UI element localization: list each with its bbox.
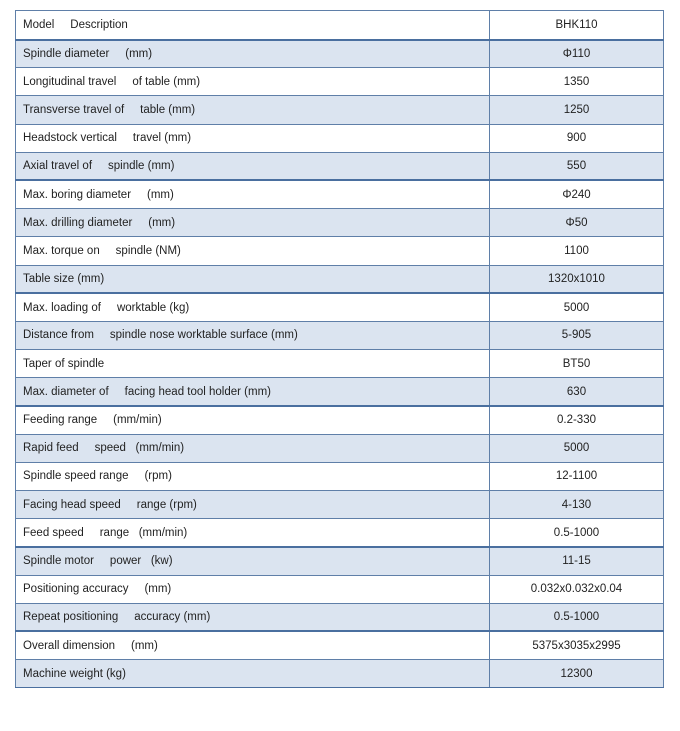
spec-label-cell: Distance from spindle nose worktable surface (mm): [16, 321, 490, 349]
table-row: [16, 152, 664, 180]
table-row: [16, 124, 664, 152]
spec-value-cell: 0.2-330: [490, 406, 664, 434]
spec-value-cell: 1350: [490, 68, 664, 96]
spec-label-cell: Positioning accuracy (mm): [16, 575, 490, 603]
table-row: [16, 96, 664, 124]
spec-label-cell: Overall dimension (mm): [16, 631, 490, 659]
spec-label-cell: Max. boring diameter (mm): [16, 180, 490, 208]
spec-value-cell: 1320x1010: [490, 265, 664, 293]
spec-label-cell: Feed speed range (mm/min): [16, 519, 490, 547]
spec-label-cell: Spindle speed range (rpm): [16, 462, 490, 490]
spec-label-cell: Taper of spindle: [16, 350, 490, 378]
spec-value-cell: 0.5-1000: [490, 603, 664, 631]
table-row: [16, 603, 664, 631]
spec-value-cell: BT50: [490, 350, 664, 378]
spec-label-cell: Max. torque on spindle (NM): [16, 237, 490, 265]
spec-label-cell: Rapid feed speed (mm/min): [16, 434, 490, 462]
spec-label-cell: Spindle motor power (kw): [16, 547, 490, 575]
table-row: [16, 321, 664, 349]
spec-value-cell: 5375x3035x2995: [490, 631, 664, 659]
header-model-cell: BHK110: [490, 11, 664, 40]
table-row: [16, 293, 664, 321]
table-row: [16, 237, 664, 265]
table-row: [16, 462, 664, 490]
table-row: [16, 631, 664, 659]
spec-value-cell: 550: [490, 152, 664, 180]
spec-label-cell: Max. drilling diameter (mm): [16, 209, 490, 237]
table-row: [16, 68, 664, 96]
spec-value-cell: 0.5-1000: [490, 519, 664, 547]
spec-label-cell: Table size (mm): [16, 265, 490, 293]
spec-label-cell: Machine weight (kg): [16, 660, 490, 688]
spec-label-cell: Longitudinal travel of table (mm): [16, 68, 490, 96]
table-row: [16, 209, 664, 237]
spec-value-cell: 0.032x0.032x0.04: [490, 575, 664, 603]
table-row: [16, 406, 664, 434]
spec-value-cell: 4-130: [490, 491, 664, 519]
spec-value-cell: 630: [490, 378, 664, 406]
spec-value-cell: 5000: [490, 434, 664, 462]
spec-label-cell: Feeding range (mm/min): [16, 406, 490, 434]
spec-label-cell: Repeat positioning accuracy (mm): [16, 603, 490, 631]
table-row: [16, 491, 664, 519]
table-row: [16, 378, 664, 406]
spec-value-cell: Φ50: [490, 209, 664, 237]
table-row: [16, 350, 664, 378]
spec-value-cell: 5000: [490, 293, 664, 321]
spec-value-cell: Φ240: [490, 180, 664, 208]
spec-value-cell: 5-905: [490, 321, 664, 349]
spec-label-cell: Max. diameter of facing head tool holder (mm): [16, 378, 490, 406]
spec-value-cell: 12-1100: [490, 462, 664, 490]
spec-label-cell: Transverse travel of table (mm): [16, 96, 490, 124]
spec-label-cell: Headstock vertical travel (mm): [16, 124, 490, 152]
spec-value-cell: Φ110: [490, 40, 664, 68]
table-row: [16, 265, 664, 293]
specification-table-body: [16, 11, 664, 688]
spec-value-cell: 11-15: [490, 547, 664, 575]
spec-label-cell: Facing head speed range (rpm): [16, 491, 490, 519]
spec-value-cell: 900: [490, 124, 664, 152]
table-row: [16, 519, 664, 547]
spec-value-cell: 1250: [490, 96, 664, 124]
spec-value-cell: 12300: [490, 660, 664, 688]
table-row: [16, 434, 664, 462]
spec-label-cell: Axial travel of spindle (mm): [16, 152, 490, 180]
spec-label-cell: Spindle diameter (mm): [16, 40, 490, 68]
table-row: [16, 575, 664, 603]
table-header-row: [16, 11, 664, 40]
spec-value-cell: 1100: [490, 237, 664, 265]
spec-label-cell: Max. loading of worktable (kg): [16, 293, 490, 321]
table-row: [16, 40, 664, 68]
table-row: [16, 660, 664, 688]
specification-table: [15, 10, 664, 688]
table-row: [16, 547, 664, 575]
table-row: [16, 180, 664, 208]
header-label-cell: Model Description: [16, 11, 490, 40]
